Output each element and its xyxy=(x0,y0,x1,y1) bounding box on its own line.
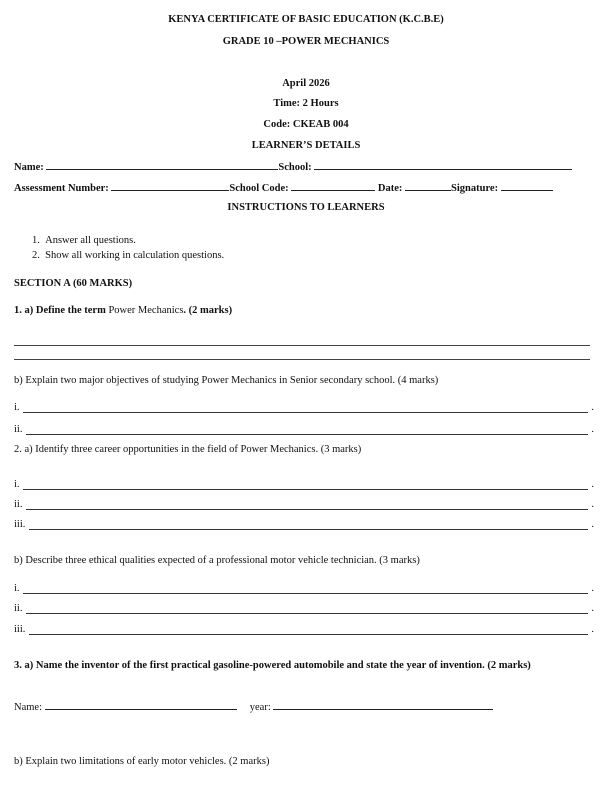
answer-number: iii. xyxy=(14,624,26,635)
question-1a-term: Power Mechanics xyxy=(108,305,184,316)
answer-row[interactable] xyxy=(14,479,594,491)
answer-number: ii. xyxy=(14,499,23,510)
answer-row[interactable] xyxy=(14,424,594,436)
school-label: School: xyxy=(278,162,312,173)
answer-line xyxy=(29,529,588,530)
answer-row[interactable] xyxy=(14,624,594,636)
assessment-number-label: Assessment Number: xyxy=(14,183,109,194)
answer-number: i. xyxy=(14,479,20,490)
question-2b: b) Describe three ethical qualities expected of a professional motor vehicle technician. (3 marks) xyxy=(14,555,420,566)
name-label: Name: xyxy=(14,162,44,173)
exam-code: Code: CKEAB 004 xyxy=(263,119,349,130)
answer-line[interactable] xyxy=(14,345,590,346)
answer-end-dot: . xyxy=(591,624,594,635)
answer-line xyxy=(26,613,588,614)
school-code-label: School Code: xyxy=(229,183,289,194)
answer-line xyxy=(26,434,588,435)
learner-assessment-row xyxy=(14,181,553,194)
section-heading: SECTION A (60 MARKS) xyxy=(14,278,133,289)
question-3b: b) Explain two limitations of early motor vehicles. (2 marks) xyxy=(14,756,270,767)
inventor-answer-row xyxy=(14,700,493,713)
invention-year-label: year: xyxy=(249,702,271,713)
assessment-number-field[interactable] xyxy=(111,181,229,191)
question-1a-prefix: 1. a) Define the term xyxy=(14,305,106,316)
answer-number: i. xyxy=(14,583,20,594)
answer-number: ii. xyxy=(14,424,23,435)
answer-row[interactable] xyxy=(14,519,594,531)
date-label: Date: xyxy=(377,183,403,194)
instruction-item xyxy=(32,235,136,246)
school-code-field[interactable] xyxy=(291,181,375,191)
exam-date: April 2026 xyxy=(282,78,330,89)
answer-row[interactable] xyxy=(14,583,594,595)
question-3a: 3. a) Name the inventor of the first practical gasoline-powered automobile and state the year of invention. (2 marks) xyxy=(14,660,531,671)
answer-line xyxy=(26,509,588,510)
answer-line xyxy=(23,593,588,594)
answer-line xyxy=(23,412,588,413)
learner-name-row xyxy=(14,160,572,173)
signature-label: Signature: xyxy=(451,183,499,194)
question-1a-marks: . (2 marks) xyxy=(183,305,233,316)
answer-end-dot: . xyxy=(591,603,594,614)
answer-number: ii. xyxy=(14,603,23,614)
instruction-text: Answer all questions. xyxy=(45,235,136,246)
answer-end-dot: . xyxy=(591,499,594,510)
inventor-name-field[interactable] xyxy=(45,700,237,710)
date-field[interactable] xyxy=(405,181,451,191)
learner-details-heading: LEARNER’S DETAILS xyxy=(251,140,361,151)
answer-line xyxy=(23,489,588,490)
answer-row[interactable] xyxy=(14,499,594,511)
signature-field[interactable] xyxy=(501,181,553,191)
answer-end-dot: . xyxy=(591,402,594,413)
question-2a: 2. a) Identify three career opportunities in the field of Power Mechanics. (3 marks) xyxy=(14,444,362,455)
instruction-item xyxy=(32,250,224,261)
inventor-name-label: Name: xyxy=(14,702,42,713)
exam-title: KENYA CERTIFICATE OF BASIC EDUCATION (K.C.B.E) xyxy=(168,14,444,25)
instruction-text: Show all working in calculation questions. xyxy=(45,250,225,261)
instruction-number: 1. xyxy=(32,235,40,246)
question-1b: b) Explain two major objectives of studying Power Mechanics in Senior secondary school. (4 marks) xyxy=(14,375,439,386)
question-1a xyxy=(14,305,232,316)
instructions-heading: INSTRUCTIONS TO LEARNERS xyxy=(227,202,385,213)
answer-end-dot: . xyxy=(591,479,594,490)
answer-line xyxy=(29,634,588,635)
answer-row[interactable] xyxy=(14,402,594,414)
answer-row[interactable] xyxy=(14,603,594,615)
exam-time: Time: 2 Hours xyxy=(273,98,339,109)
invention-year-field[interactable] xyxy=(273,700,493,710)
answer-end-dot: . xyxy=(591,519,594,530)
school-field[interactable] xyxy=(314,160,572,170)
answer-line[interactable] xyxy=(14,359,590,360)
answer-number: i. xyxy=(14,402,20,413)
name-field[interactable] xyxy=(46,160,278,170)
answer-end-dot: . xyxy=(591,583,594,594)
answer-end-dot: . xyxy=(591,424,594,435)
instruction-number: 2. xyxy=(32,250,40,261)
answer-number: iii. xyxy=(14,519,26,530)
exam-subtitle: GRADE 10 –POWER MECHANICS xyxy=(222,36,390,47)
